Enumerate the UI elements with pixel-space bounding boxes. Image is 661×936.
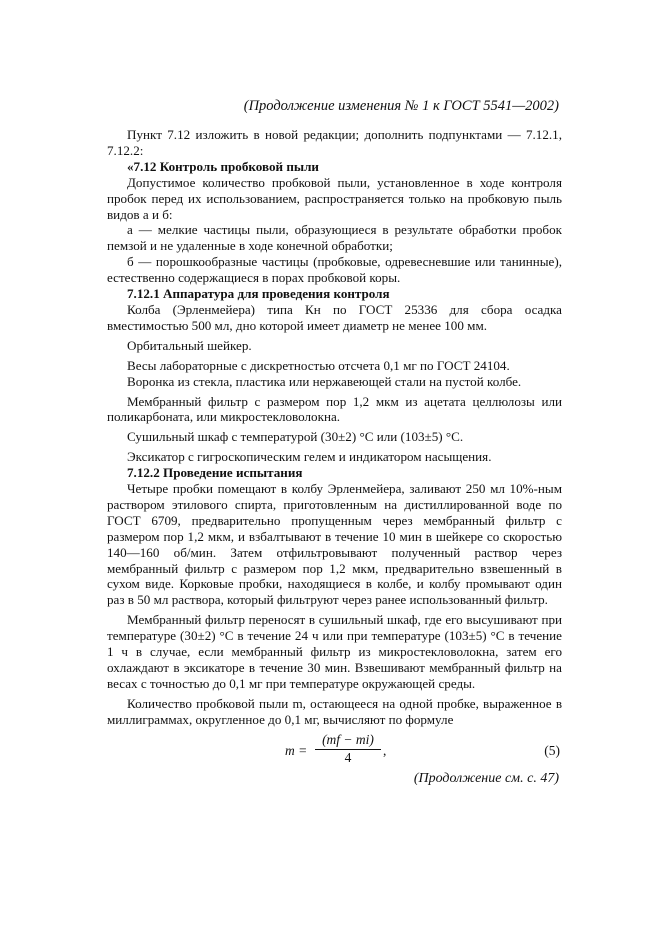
formula-5 [107,732,562,772]
section-7-12-heading: «7.12 Контроль пробковой пыли [127,158,319,174]
formula-comma: , [383,742,387,758]
formula-denominator: 4 [344,749,352,765]
procedure-paragraph-1: Четыре пробки помещают в колбу Эрленмейера, заливают 250 мл 10%-ным раствором этилового спирта, приготовленным на дистиллированной воде по ГОСТ 6709, предварительно пропущенным через мембранный фильтр с размером пор 1,2 мкм, и взбалтывают в течение 10 мин в шейкере со скоростью 140—160 об/мин. Затем отфильтровывают полученный раствор через мембранный фильтр с размером пор 1,2 мкм, предварительно взвешенный в сухом виде. Корковые пробки, находящиеся в колбе, и колбу промывают один раз в 50 мл раствора, который фильтруют через ранее использованный фильтр. [107,481,562,608]
section-7-12-1-heading: 7.12.1 Аппаратура для проведения контроля [127,286,390,302]
running-header: (Продолжение изменения № 1 к ГОСТ 5541—2002) [243,98,559,114]
formula-lhs: m = [285,742,308,758]
continuation-footer: (Продолжение см. с. 47) [413,771,559,786]
section-7-12-paragraph-1: Допустимое количество пробковой пыли, установленное в ходе контроля пробок перед их использованием, распространяется только на пробковую пыль видов а и б: [107,174,562,222]
procedure-paragraph-2: Мембранный фильтр переносят в сушильный шкаф, где его высушивают при температуре (30±2) °С в течение 24 ч или при температуре (103±5) °С в течение 1 ч в случае, если мембранный фильтр из микростекловолокна, затем его охлаждают в эксикаторе в течение 30 мин. Взвешивают мембранный фильтр на весах с точностью до 0,1 мг при температуре окружающей среды. [107,612,562,691]
equipment-item: Эксикатор с гигроскопическим гелем и индикатором насыщения. [127,449,492,465]
document-body [107,127,562,772]
section-7-12-2-heading: 7.12.2 Проведение испытания [127,465,303,481]
equipment-item: Орбитальный шейкер. [127,337,252,353]
equipment-item: Весы лабораторные с дискретностью отсчета 0,1 мг по ГОСТ 24104. [127,357,510,373]
formula-fraction [315,732,381,766]
formula-numerator: (mf − mi) [315,732,381,750]
formula-number: (5) [544,742,560,758]
equipment-item: Колба (Эрленмейера) типа Кн по ГОСТ 25336 для сбора осадка вместимостью 500 мл, дно которой имеет диаметр не менее 100 мм. [107,301,562,333]
equipment-item: Воронка из стекла, пластика или нержавеющей стали на пустой колбе. [127,373,522,389]
section-7-12-paragraph-2: а — мелкие частицы пыли, образующиеся в результате обработки пробок пемзой и не удаленные в ходе конечной обработки; [107,222,562,254]
equipment-item: Сушильный шкаф с температурой (30±2) °С или (103±5) °С. [127,429,464,445]
intro-paragraph: Пункт 7.12 изложить в новой редакции; дополнить подпунктами — 7.12.1, 7.12.2: [107,127,562,158]
procedure-paragraph-3: Количество пробковой пыли m, остающееся на одной пробке, выраженное в миллиграммах, округленное до 0,1 мг, вычисляют по формуле [107,695,562,727]
equipment-item: Мембранный фильтр с размером пор 1,2 мкм из ацетата целлюлозы или поликарбоната, или микростекловолокна. [107,393,562,425]
section-7-12-paragraph-3: б — порошкообразные частицы (пробковые, одревесневшие или танинные), естественно содержащиеся в порах пробковой коры. [107,254,562,286]
